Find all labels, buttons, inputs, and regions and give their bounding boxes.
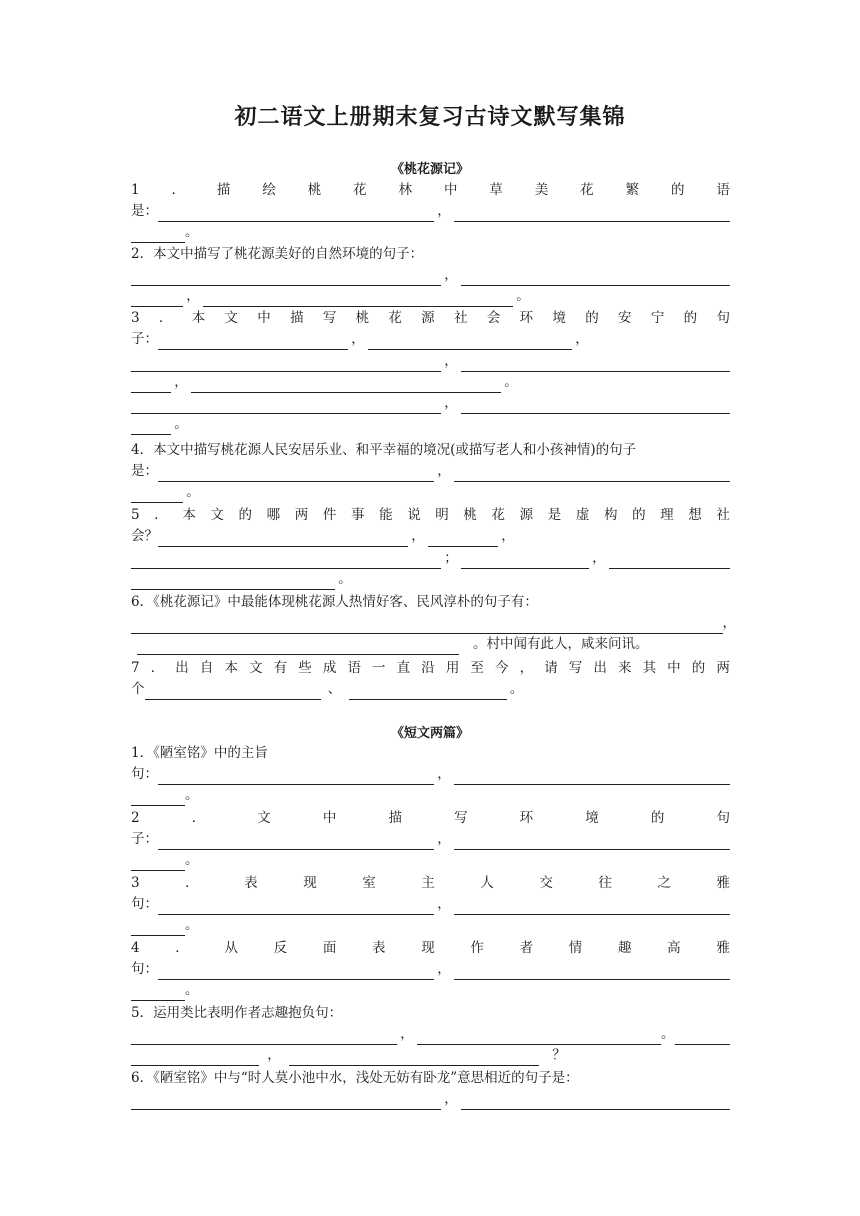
section-heading-taohuayuanji: 《桃花源记》 [390, 162, 469, 177]
question-char: 想 [688, 507, 702, 523]
answer-blank[interactable] [131, 985, 185, 1001]
inline-text: ， [444, 267, 458, 283]
question-char: 环 [519, 310, 534, 326]
question-char: 草 [489, 182, 503, 198]
answer-blank[interactable] [158, 531, 408, 547]
answer-blank[interactable] [137, 639, 459, 655]
answer-blank[interactable] [461, 553, 589, 569]
s2-q5-text: 5．运用类比表明作者志趣抱负句： [131, 1005, 343, 1021]
inline-text: 句： [131, 766, 158, 782]
inline-text: 。 [186, 484, 200, 500]
q3-answer-row-5 [131, 414, 730, 435]
question-char: 之 [657, 875, 671, 891]
inline-text: ， [437, 961, 451, 977]
q2-answer-row [131, 265, 730, 286]
s2-q2-answer-row [131, 829, 730, 850]
question-char: ． [175, 940, 189, 956]
answer-blank[interactable] [131, 553, 441, 569]
question-char: 花 [353, 182, 367, 198]
question-char: 描 [388, 810, 402, 826]
question-char: 雅 [716, 875, 730, 891]
question-char: 的 [650, 810, 665, 826]
question-char: 说 [407, 507, 421, 523]
q6-answer-row-2 [131, 634, 730, 655]
question-char: 表 [244, 875, 258, 891]
question-char: 虚 [575, 507, 590, 523]
question-char: 面 [322, 940, 337, 956]
s2-q2-header [131, 808, 730, 829]
s2-q4-answer-row-2 [131, 980, 730, 1001]
question-char: 构 [603, 507, 618, 523]
question-char: 本 [224, 660, 238, 676]
question-char: 宁 [650, 310, 665, 326]
q7-header [131, 658, 730, 679]
question-char: ． [158, 310, 173, 326]
s2-q3-header [131, 873, 730, 894]
question-char: 绘 [262, 182, 276, 198]
answer-blank[interactable] [203, 291, 513, 307]
inline-text: 。 [516, 288, 530, 304]
question-char: 来 [617, 660, 632, 676]
q5-answer-row [131, 526, 730, 547]
answer-blank[interactable] [158, 466, 434, 482]
q3-answer-row-4 [131, 393, 730, 414]
answer-blank[interactable] [454, 466, 730, 482]
question-char: 中 [667, 660, 681, 676]
question-char: 中 [257, 310, 271, 326]
answer-blank[interactable] [131, 270, 441, 286]
q1-answer-row [131, 201, 730, 222]
inline-text: ， [351, 331, 365, 347]
answer-blank[interactable] [158, 834, 434, 850]
question-char: 出 [593, 660, 607, 676]
inline-text: 。 [174, 416, 188, 432]
inline-text: 个 [131, 681, 145, 697]
answer-blank[interactable] [289, 1050, 539, 1066]
inline-text: 是： [131, 203, 158, 219]
inline-text: ， [174, 374, 188, 390]
question-char: 桃 [355, 310, 370, 326]
answer-blank[interactable] [145, 684, 321, 700]
inline-text: 。 [185, 852, 199, 868]
question-char: 句 [716, 810, 730, 826]
question-char: ， [519, 660, 534, 676]
question-char: 3 [131, 875, 140, 891]
question-char: 句 [716, 310, 730, 326]
answer-blank[interactable] [158, 334, 348, 350]
question-char: ． [185, 875, 199, 891]
question-char: 理 [660, 507, 674, 523]
inline-text: ， [400, 1026, 414, 1042]
question-char: 的 [670, 182, 685, 198]
question-char: 者 [519, 940, 534, 956]
question-char: 会 [486, 310, 501, 326]
question-char: 美 [534, 182, 549, 198]
question-char: 文 [224, 310, 238, 326]
s2-q1-answer-row [131, 764, 730, 785]
question-char: 主 [421, 875, 435, 891]
question-char: 直 [396, 660, 411, 676]
s2-q4-header [131, 938, 730, 959]
s2-q5-answer-row [131, 1024, 730, 1045]
s2-q1-text: 1．《陋室铭》中的主旨 [131, 745, 268, 761]
question-char: 境 [585, 810, 599, 826]
inline-text: ； [444, 550, 458, 566]
question-char: ． [191, 810, 206, 826]
inline-text: ， [592, 550, 606, 566]
s2-q6-text: 6．《陋室铭》中与“时人莫小池中水，浅处无妨有卧龙”意思相近的句子是： [131, 1070, 579, 1086]
question-char: 写 [322, 310, 337, 326]
question-char: 情 [568, 940, 583, 956]
inline-text: 子： [131, 331, 158, 347]
answer-blank[interactable] [417, 1029, 661, 1045]
question-char: 桃 [463, 507, 477, 523]
question-char: 环 [519, 810, 534, 826]
question-char: 本 [191, 310, 206, 326]
s2-q3-answer-row-2 [131, 915, 730, 936]
inline-text: ， [444, 395, 458, 411]
s2-q1-answer-row-2 [131, 785, 730, 806]
s2-q3-answer-row [131, 894, 730, 915]
answer-blank[interactable] [461, 1094, 730, 1110]
question-char: 源 [519, 507, 534, 523]
inline-text: 句： [131, 896, 158, 912]
inline-text: 。 [509, 681, 524, 697]
answer-blank[interactable] [158, 206, 434, 222]
answer-blank[interactable] [131, 487, 183, 503]
inline-text: 子： [131, 831, 158, 847]
question-char: 雅 [716, 940, 730, 956]
answer-blank[interactable] [131, 574, 335, 590]
question-char: 事 [350, 507, 365, 523]
answer-blank[interactable] [131, 1094, 441, 1110]
question-char: 的 [585, 310, 599, 326]
inline-text: 。 [661, 1026, 675, 1042]
question-char: 些 [298, 660, 312, 676]
inline-text: 。 [185, 224, 199, 240]
inline-text: ， [437, 766, 451, 782]
question-char: 作 [470, 940, 484, 956]
question-char: 社 [716, 507, 730, 523]
question-char: 3 [131, 310, 140, 326]
question-char: 交 [539, 875, 553, 891]
inline-text: ， [722, 615, 736, 631]
answer-blank[interactable] [131, 1050, 259, 1066]
inline-text: ， [444, 353, 458, 369]
question-char: ． [154, 507, 168, 523]
question-char: 社 [454, 310, 468, 326]
question-char: 写 [454, 810, 468, 826]
answer-blank[interactable] [454, 206, 730, 222]
question-char: 语 [716, 182, 730, 198]
answer-blank[interactable] [609, 553, 730, 569]
inline-text: 。 [338, 571, 352, 587]
answer-blank[interactable] [131, 291, 183, 307]
q3-answer-row-3 [131, 372, 730, 393]
answer-blank[interactable] [131, 419, 171, 435]
question-char: 人 [480, 875, 494, 891]
question-char: 安 [618, 310, 632, 326]
q2-text: 2．本文中描写了桃花源美好的自然环境的句子： [131, 246, 424, 262]
question-char: 两 [294, 507, 309, 523]
answer-blank[interactable] [368, 334, 572, 350]
question-char: 写 [568, 660, 583, 676]
answer-blank[interactable] [131, 227, 185, 243]
answer-blank[interactable] [131, 920, 185, 936]
inline-text: ， [411, 528, 425, 544]
question-char: 沿 [421, 660, 435, 676]
inline-text: ， [437, 831, 451, 847]
question-char: 中 [443, 182, 458, 198]
inline-text: ， [186, 288, 200, 304]
inline-text: 。 [504, 374, 518, 390]
question-char: 2 [131, 810, 140, 826]
inline-text: ， [437, 463, 451, 479]
answer-blank[interactable] [131, 855, 185, 871]
question-char: 文 [257, 810, 271, 826]
question-char: 从 [224, 940, 238, 956]
question-char: 境 [552, 310, 566, 326]
question-char: 描 [290, 310, 304, 326]
page-title: 初二语文上册期末复习古诗文默写集锦 [234, 104, 626, 130]
question-char: ． [150, 660, 165, 676]
q4-text: 4．本文中描写桃花源人民安居乐业、和平幸福的境况(或描写老人和小孩神情)的句子 [131, 442, 637, 458]
question-char: ． [171, 182, 185, 198]
section-heading-duanwenliangpian: 《短文两篇》 [390, 726, 469, 741]
question-char: 繁 [625, 182, 640, 198]
question-char: 自 [199, 660, 214, 676]
q1-header [131, 180, 730, 201]
question-char: 是 [547, 507, 562, 523]
inline-text: ， [267, 1047, 281, 1063]
inline-text: 是： [131, 463, 158, 479]
answer-blank[interactable] [454, 899, 730, 915]
question-char: 件 [322, 507, 337, 523]
inline-text: ， [437, 896, 451, 912]
question-char: 至 [470, 660, 484, 676]
answer-blank[interactable] [131, 618, 723, 634]
question-char: 能 [379, 507, 393, 523]
answer-blank[interactable] [428, 531, 498, 547]
inline-text: 。 [185, 982, 199, 998]
question-char: 本 [182, 507, 196, 523]
answer-blank[interactable] [461, 270, 730, 286]
inline-text: ， [444, 1091, 458, 1107]
question-char: 室 [362, 875, 376, 891]
question-char: 语 [347, 660, 361, 676]
inline-text: 。 [185, 917, 199, 933]
answer-blank[interactable] [131, 356, 441, 372]
s2-q6-answer-row [131, 1089, 730, 1110]
question-char: 请 [544, 660, 558, 676]
question-char: 的 [238, 507, 253, 523]
question-char: 往 [598, 875, 612, 891]
q5-answer-row-3 [131, 569, 730, 590]
question-char: 桃 [307, 182, 322, 198]
question-char: 文 [249, 660, 263, 676]
inline-text: 。 [185, 787, 199, 803]
q6-answer-row [131, 613, 736, 634]
q1-answer-row-2 [131, 222, 730, 243]
question-char: 趣 [617, 940, 632, 956]
answer-blank[interactable] [461, 398, 730, 414]
q2-answer-row-2 [131, 286, 730, 307]
q5-header [131, 505, 730, 526]
question-char: 花 [388, 310, 402, 326]
answer-blank[interactable] [349, 684, 507, 700]
answer-blank[interactable] [158, 964, 434, 980]
answer-blank[interactable] [131, 1029, 397, 1045]
s2-q5-answer-row-2 [131, 1045, 730, 1066]
question-char: 中 [322, 810, 337, 826]
question-char: 成 [322, 660, 337, 676]
question-char: 的 [683, 310, 698, 326]
inline-text: ， [437, 203, 451, 219]
answer-blank[interactable] [461, 356, 730, 372]
s2-q2-answer-row-2 [131, 850, 730, 871]
s2-q4-answer-row [131, 959, 730, 980]
q7-answer-row [131, 679, 730, 700]
answer-blank[interactable] [131, 398, 441, 414]
q5-answer-row-2 [131, 548, 730, 569]
question-char: 描 [216, 182, 231, 198]
answer-blank[interactable] [131, 377, 171, 393]
question-char: 的 [691, 660, 706, 676]
question-char: 花 [491, 507, 506, 523]
answer-blank[interactable] [158, 899, 434, 915]
question-char: 用 [445, 660, 460, 676]
inline-text: 。村中闻有此人，咸来问讯。 [473, 636, 649, 652]
inline-text: 、 [327, 681, 342, 697]
question-char: 源 [421, 310, 435, 326]
q6-text: 6．《桃花源记》中最能体现桃花源人热情好客、民风淳朴的句子有： [131, 594, 538, 610]
question-char: 今 [495, 660, 509, 676]
question-char: 花 [580, 182, 594, 198]
q3-header [131, 308, 730, 329]
question-char: 文 [210, 507, 224, 523]
inline-text: ， [575, 331, 589, 347]
question-char: 7 [131, 660, 140, 676]
question-char: 现 [421, 940, 435, 956]
question-char: 表 [372, 940, 386, 956]
question-char: 高 [667, 940, 681, 956]
answer-blank[interactable] [454, 964, 730, 980]
answer-blank[interactable] [191, 377, 501, 393]
q4-answer-row [131, 461, 730, 482]
answer-blank[interactable] [675, 1029, 731, 1045]
q3-answer-row-2 [131, 351, 730, 372]
answer-blank[interactable] [131, 790, 185, 806]
question-char: 两 [716, 660, 730, 676]
question-char: 4 [131, 940, 140, 956]
question-char: 1 [131, 182, 140, 198]
question-char: 5 [131, 507, 140, 523]
question-char: 现 [303, 875, 317, 891]
question-char: 出 [175, 660, 189, 676]
inline-text: ， [501, 528, 515, 544]
inline-text: ？ [552, 1047, 566, 1063]
question-char: 有 [273, 660, 288, 676]
question-char: 林 [398, 182, 413, 198]
question-char: 反 [273, 940, 288, 956]
question-char: 明 [435, 507, 449, 523]
question-char: 其 [642, 660, 657, 676]
answer-blank[interactable] [454, 834, 730, 850]
question-char: 的 [632, 507, 646, 523]
q4-answer-row-2 [131, 482, 730, 503]
answer-blank[interactable] [158, 769, 434, 785]
inline-text: 句： [131, 961, 158, 977]
q3-answer-row [131, 329, 730, 350]
question-char: 一 [372, 660, 386, 676]
inline-text: 会？ [131, 528, 158, 544]
answer-blank[interactable] [454, 769, 730, 785]
question-char: 哪 [266, 507, 281, 523]
